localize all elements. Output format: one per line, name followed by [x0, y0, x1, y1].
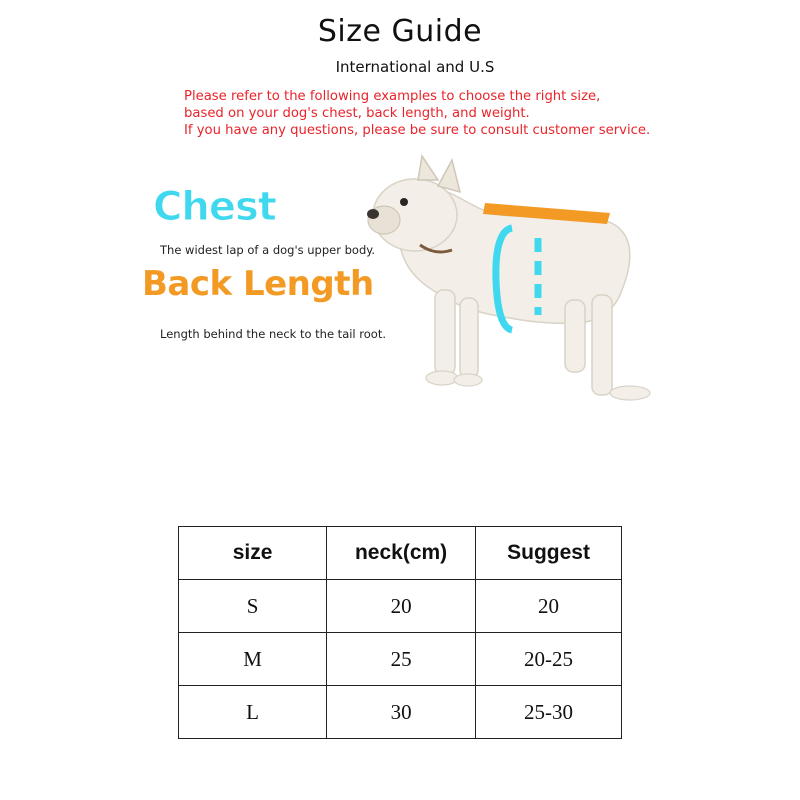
header-suggest: Suggest	[476, 527, 622, 580]
table-row	[179, 686, 622, 739]
chest-description: The widest lap of a dog's upper body.	[160, 243, 376, 257]
cell-size: M	[179, 633, 327, 686]
cell-suggest: 25-30	[476, 686, 622, 739]
notice-line: Please refer to the following examples to choose the right size,	[184, 89, 601, 104]
cell-neck: 30	[327, 686, 476, 739]
table-row	[179, 633, 622, 686]
size-notice	[184, 88, 744, 139]
chest-heading: Chest	[153, 184, 276, 230]
table-row	[179, 580, 622, 633]
notice-line: If you have any questions, please be sure to consult customer service.	[184, 123, 651, 138]
french-bulldog-illustration	[360, 150, 680, 410]
back-length-heading: Back Length	[142, 264, 374, 304]
table-header-row	[179, 527, 622, 580]
cell-neck: 25	[327, 633, 476, 686]
cell-suggest: 20	[476, 580, 622, 633]
cell-size: S	[179, 580, 327, 633]
page-title: Size Guide	[317, 14, 483, 49]
size-table	[178, 526, 622, 739]
notice-line: based on your dog's chest, back length, and weight.	[184, 106, 530, 121]
cell-suggest: 20-25	[476, 633, 622, 686]
cell-size: L	[179, 686, 327, 739]
header-size: size	[179, 527, 327, 580]
header-neck: neck(cm)	[327, 527, 476, 580]
back-length-description: Length behind the neck to the tail root.	[160, 327, 386, 341]
page-subtitle: International and U.S	[335, 58, 495, 76]
cell-neck: 20	[327, 580, 476, 633]
